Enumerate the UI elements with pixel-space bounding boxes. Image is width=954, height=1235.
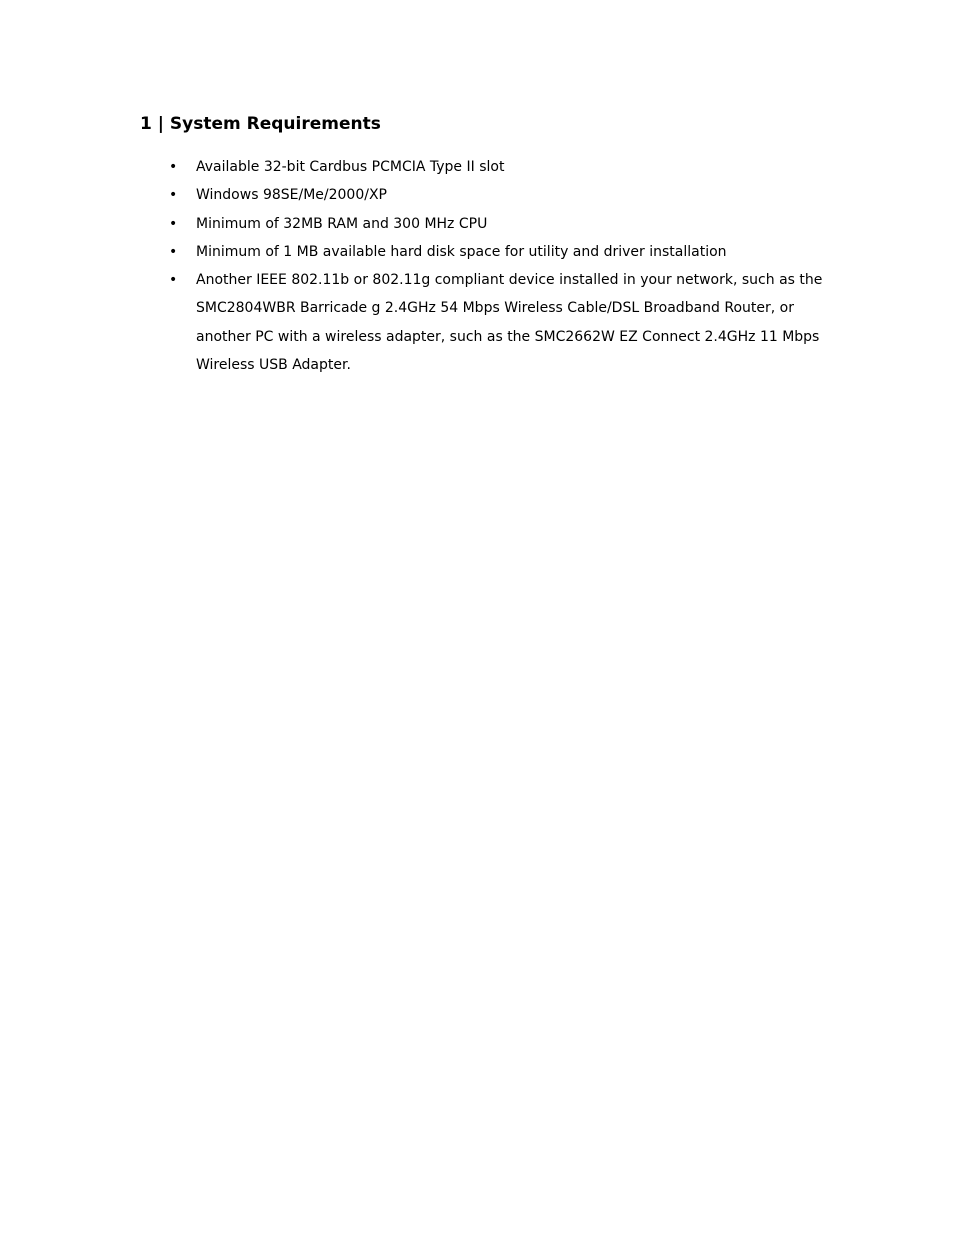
list-item — [0, 181, 954, 209]
bullet-icon: • — [169, 272, 178, 289]
bullet-icon: • — [169, 187, 178, 204]
list-item-text: Minimum of 32MB RAM and 300 MHz CPU — [196, 215, 488, 232]
bullet-icon: • — [169, 243, 178, 260]
bullet-icon: • — [169, 215, 178, 232]
list-item — [0, 238, 954, 266]
list-item-text: Minimum of 1 MB available hard disk space for utility and driver installation — [196, 243, 727, 260]
list-item-text-line: Wireless USB Adapter. — [196, 357, 351, 374]
bullet-icon: • — [169, 159, 178, 175]
list-item-text-line: Another IEEE 802.11b or 802.11g compliant device installed in your network, such as the — [196, 272, 823, 289]
section-heading: 1 | System Requirements — [140, 114, 381, 134]
list-item-text: Available 32-bit Cardbus PCMCIA Type II slot — [196, 159, 505, 175]
list-item-text-line: SMC2804WBR Barricade g 2.4GHz 54 Mbps Wireless Cable/DSL Broadband Router, or — [196, 300, 794, 317]
list-item — [0, 266, 954, 379]
requirements-list — [0, 153, 954, 379]
list-item-text-line: another PC with a wireless adapter, such as the SMC2662W EZ Connect 2.4GHz 11 Mbps — [196, 328, 820, 345]
list-item-text: Windows 98SE/Me/2000/XP — [196, 187, 387, 204]
list-item — [0, 153, 954, 181]
list-item — [0, 210, 954, 238]
